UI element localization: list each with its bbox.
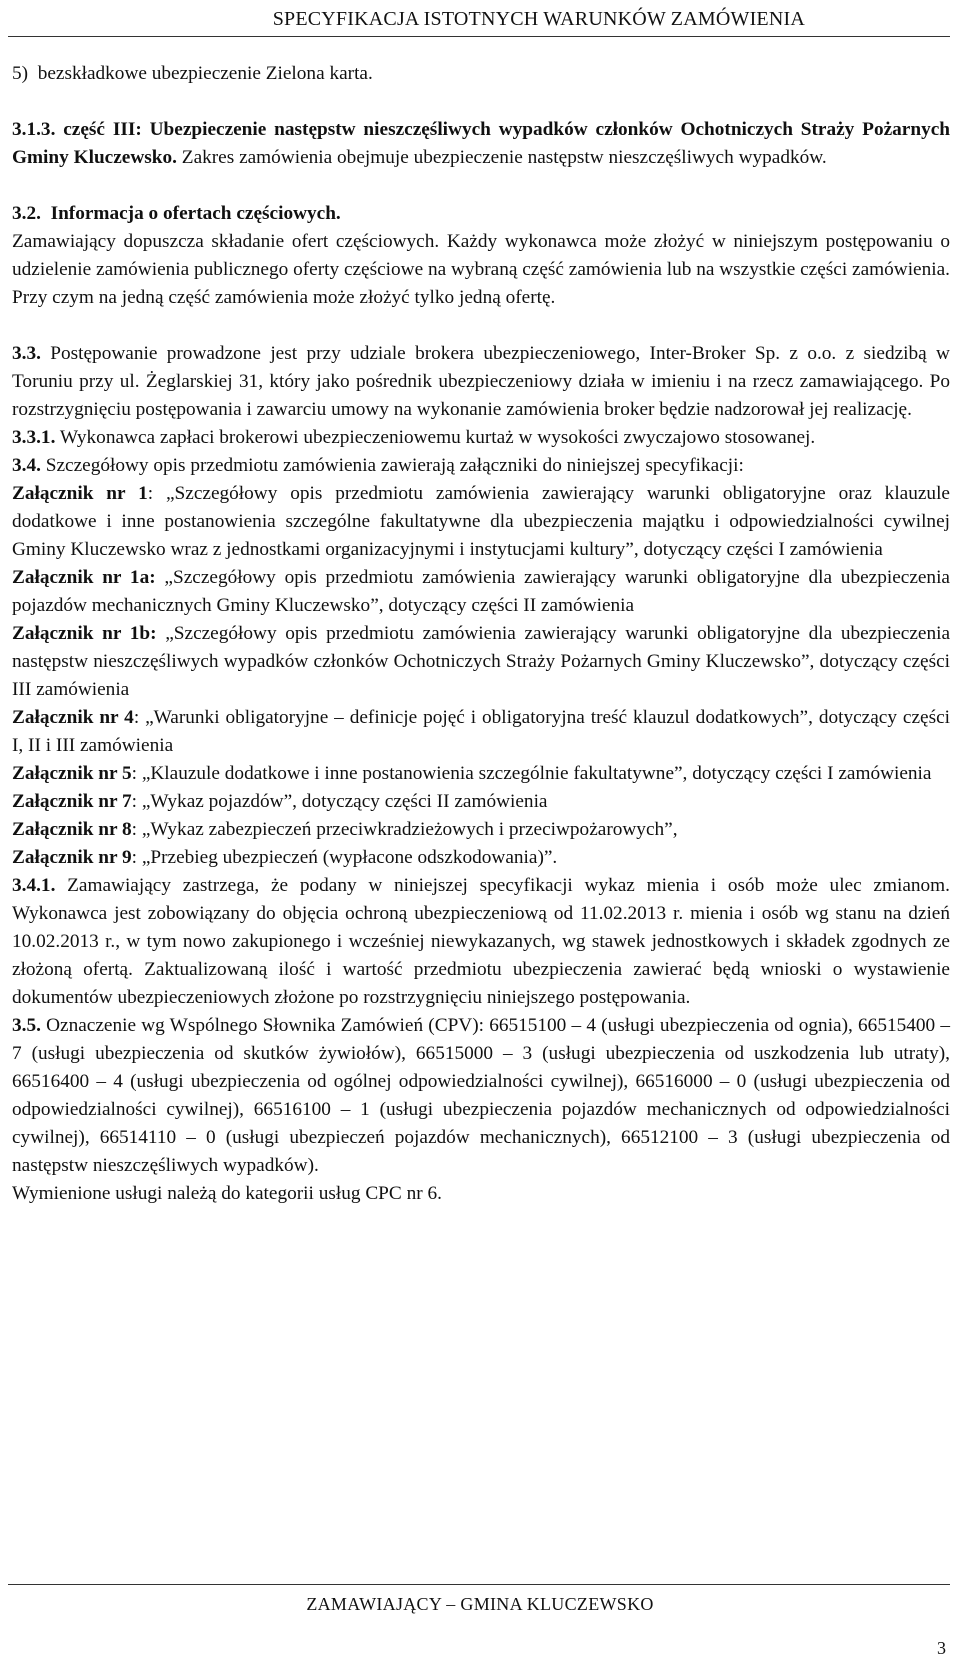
attachment-label: Załącznik nr 1 (12, 483, 148, 504)
section-3-2-text: Zamawiający dopuszcza składanie ofert częściowych. Każdy wykonawca może złożyć w niniejszym postępowaniu o udzielenie zamówienia publicznego oferty częściowe na wybraną część zamówienia lub na wszystkie części zamówienia. Przy czym na jedną część zamówienia może złożyć tylko jedną ofertę. (12, 231, 950, 308)
cpc-note: Wymienione usługi należą do kategorii usług CPC nr 6. (12, 1183, 442, 1204)
section-number: 3.3.1. (12, 427, 56, 448)
attachment-1a: Załącznik nr 1a: „Szczegółowy opis przedmiotu zamówienia zawierający warunki obligatoryjne dla ubezpieczenia pojazdów mechanicznych Gminy Kluczewsko”, dotyczący części II zamówienia (12, 567, 950, 616)
footer-divider (8, 1584, 950, 1585)
spacer (12, 88, 950, 116)
section-3-4-1: 3.4.1. Zamawiający zastrzega, że podany w niniejszej specyfikacji wykaz mienia i osób może ulec zmianom. Wykonawca jest zobowiązany do objęcia ochroną ubezpieczeniową od 11.02.2013 r. mienia i osób wg stanu na dzień 10.02.2013 r., w tym nowo zakupionego i wcześniej niewykazanych, wg stawek jednostkowych i składek zgodnych ze złożoną ofertą. Zaktualizowaną ilość i wartość przedmiotu ubezpieczenia zawierać będą wnioski o wystawienie dokumentów ubezpieczeniowych złożone po rozstrzygnięciu niniejszego postępowania. (12, 875, 950, 1008)
list-item-5: 5) bezskładkowe ubezpieczenie Zielona karta. (12, 63, 373, 84)
document-body (12, 60, 950, 1208)
attachment-label: Załącznik nr 4 (12, 707, 134, 728)
section-number: 3.1.3. (12, 119, 56, 140)
page-header: SPECYFIKACJA ISTOTNYCH WARUNKÓW ZAMÓWIENIA (272, 8, 805, 30)
spacer (12, 312, 950, 340)
section-3-2-heading: 3.2. Informacja o ofertach częściowych. (12, 203, 341, 224)
page-footer: ZAMAWIAJĄCY – GMINA KLUCZEWSKO (306, 1594, 654, 1614)
section-3-3: 3.3. Postępowanie prowadzone jest przy udziale brokera ubezpieczeniowego, Inter-Broker Sp. z o.o. z siedzibą w Toruniu przy ul. Żeglarskiej 31, który jako pośrednik ubezpieczeniowy działa w imieniu i na rzecz zamawiającego. Po rozstrzygnięciu postępowania i zawarciu umowy na wykonanie zamówienia broker będzie nadzorował jej realizację. (12, 343, 950, 420)
section-number: 3.4.1. (12, 875, 56, 896)
attachment-5: Załącznik nr 5: „Klauzule dodatkowe i inne postanowienia szczególnie fakultatywne”, dotyczący części I zamówienia (12, 763, 932, 784)
attachment-7: Załącznik nr 7: „Wykaz pojazdów”, dotyczący części II zamówienia (12, 791, 548, 812)
header-divider (8, 36, 950, 37)
section-3-5: 3.5. Oznaczenie wg Wspólnego Słownika Zamówień (CPV): 66515100 – 4 (usługi ubezpieczenia od ognia), 66515400 – 7 (usługi ubezpieczenia od skutków żywiołów), 66515000 – 3 (usługi ubezpieczenia od uszkodzenia lub utraty), 66516400 – 4 (usługi ubezpieczenia od ogólnej odpowiedzialności cywilnej), 66516000 – 0 (usługi ubezpieczenia od odpowiedzialności cywilnej), 66516100 – 1 (usługi ubezpieczenia pojazdów mechanicznych od odpowiedzialności cywilnej), 66514110 – 0 (usługi ubezpieczeń pojazdów mechanicznych), 66512100 – 3 (usługi ubezpieczenia od następstw nieszczęśliwych wypadków). (12, 1015, 950, 1176)
attachment-4: Załącznik nr 4: „Warunki obligatoryjne – definicje pojęć i obligatoryjna treść klauzul dodatkowych”, dotyczący części I, II i III zamówienia (12, 707, 950, 756)
attachment-8: Załącznik nr 8: „Wykaz zabezpieczeń przeciwkradzieżowych i przeciwpożarowych”, (12, 819, 678, 840)
attachment-9: Załącznik nr 9: „Przebieg ubezpieczeń (wypłacone odszkodowania)”. (12, 847, 558, 868)
attachment-label: Załącznik nr 5 (12, 763, 132, 784)
section-number: 3.5. (12, 1015, 41, 1036)
attachment-label: Załącznik nr 1b: (12, 623, 157, 644)
section-number: 3.4. (12, 455, 41, 476)
attachment-label: Załącznik nr 9 (12, 847, 132, 868)
spacer (12, 172, 950, 200)
section-3-3-1: 3.3.1. Wykonawca zapłaci brokerowi ubezpieczeniowemu kurtaż w wysokości zwyczajowo stosowanej. (12, 427, 816, 448)
page-number: 3 (937, 1638, 946, 1658)
attachment-1: Załącznik nr 1: „Szczegółowy opis przedmiotu zamówienia zawierający warunki obligatoryjne oraz klauzule dodatkowe i inne postanowienia szczególne fakultatywne dla ubezpieczenia majątku i odpowiedzialności cywilnej Gminy Kluczewsko wraz z jednostkami organizacyjnymi i instytucjami kultury”, dotyczący części I zamówienia (12, 483, 950, 560)
section-3-1-3-title: część III: Ubezpieczenie następstw nieszczęśliwych wypadków członków Ochotniczych Straży Pożarnych Gminy Kluczewsko. (12, 119, 950, 168)
section-3-1-3-text: Zakres zamówienia obejmuje ubezpieczenie następstw nieszczęśliwych wypadków. (176, 147, 827, 168)
attachment-1b: Załącznik nr 1b: „Szczegółowy opis przedmiotu zamówienia zawierający warunki obligatoryjne dla ubezpieczenia następstw nieszczęśliwych wypadków członków Ochotniczych Straży Pożarnych Gminy Kluczewsko”, dotyczący części III zamówienia (12, 623, 950, 700)
attachment-label: Załącznik nr 1a: (12, 567, 156, 588)
section-3-1-3 (12, 116, 950, 172)
attachment-label: Załącznik nr 7 (12, 791, 132, 812)
attachment-label: Załącznik nr 8 (12, 819, 132, 840)
section-number: 3.3. (12, 343, 41, 364)
section-3-4: 3.4. Szczegółowy opis przedmiotu zamówienia zawierają załączniki do niniejszej specyfikacji: (12, 455, 744, 476)
